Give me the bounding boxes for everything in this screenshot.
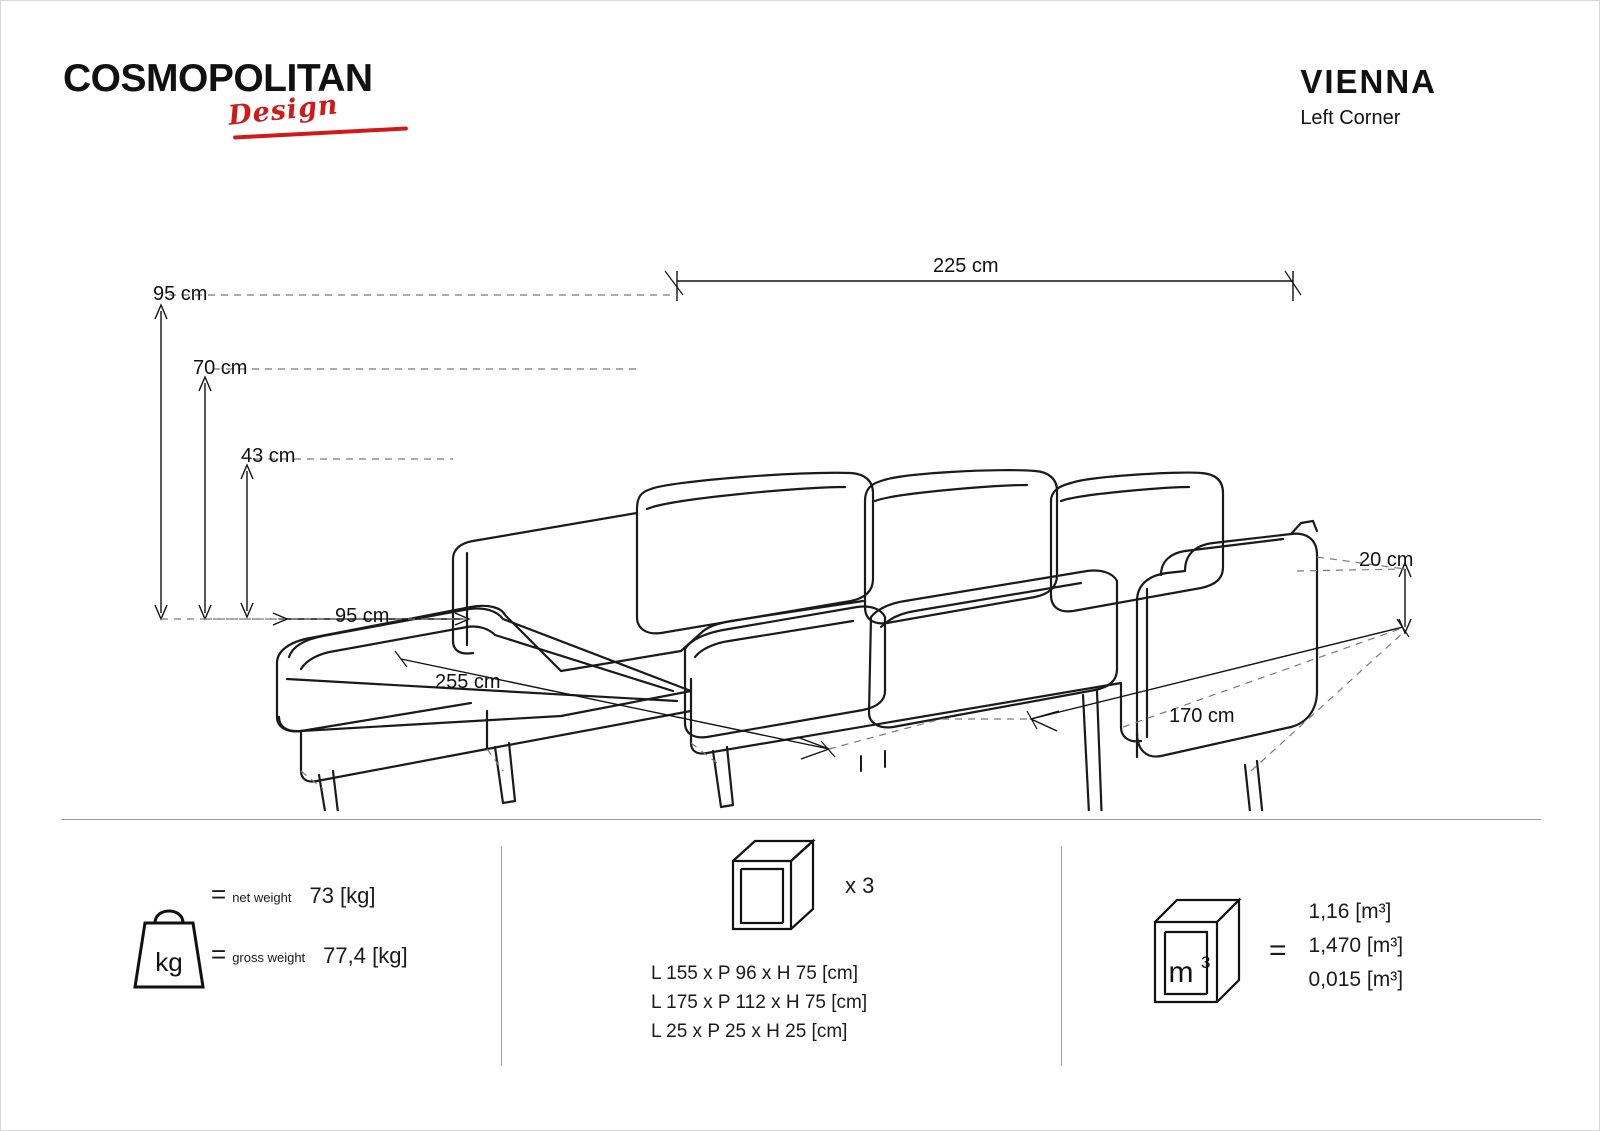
product-variant: Left Corner (1300, 107, 1401, 129)
gross-weight-row (211, 941, 501, 967)
dim-label-height-total: 95 cm (153, 283, 208, 305)
svg-text:kg: kg (155, 947, 183, 977)
gross-weight-value: 77,4 [kg] (323, 943, 408, 968)
dim-label-width-overall: 255 cm (435, 671, 501, 693)
package-dim-3: L 25 x P 25 x H 25 [cm] (651, 1021, 848, 1042)
dim-label-height-seat: 43 cm (241, 445, 296, 467)
packaging-panel (651, 831, 1031, 1043)
brand-script: Design (226, 89, 340, 132)
gross-weight-label: gross weight (232, 950, 306, 966)
volume-cube-icon (1141, 886, 1251, 1016)
dim-label-depth-overall: 170 cm (1169, 705, 1235, 727)
svg-text:m: m (1168, 956, 1194, 989)
sofa-drawing-svg (1, 171, 1600, 811)
volume-value-3: 0,015 [m³] (1308, 968, 1404, 991)
brand-name: COSMOPOLITAN (63, 57, 373, 100)
product-title-block (1300, 63, 1437, 130)
sofa-technical-drawing (1, 171, 1600, 811)
dim-label-width-top: 225 cm (933, 255, 999, 277)
dim-label-height-back: 70 cm (193, 357, 248, 379)
net-weight-value: 73 [kg] (309, 883, 376, 908)
volume-panel (1141, 886, 1403, 1016)
product-name: VIENNA (1300, 63, 1437, 100)
package-box-icon (713, 831, 823, 941)
net-weight-label: net weight (232, 890, 292, 906)
dim-label-depth-chaise: 95 cm (335, 605, 390, 627)
package-dim-1: L 155 x P 96 x H 75 [cm] (651, 963, 858, 984)
dim-label-leg-height: 20 cm (1359, 549, 1414, 571)
gross-weight-equals: = (211, 939, 227, 969)
weights-panel (121, 881, 501, 993)
footer-divider (61, 819, 1541, 820)
package-dim-2: L 175 x P 112 x H 75 [cm] (651, 992, 868, 1013)
footer-divider-right (1061, 846, 1062, 1066)
footer-divider-left (501, 846, 502, 1066)
net-weight-equals: = (211, 879, 227, 909)
svg-text:3: 3 (1201, 953, 1211, 972)
net-weight-row (211, 881, 501, 907)
volume-equals: = (1269, 934, 1287, 967)
package-count: x 3 (845, 873, 875, 898)
volume-value-2: 1,470 [m³] (1308, 934, 1404, 957)
volume-value-1: 1,16 [m³] (1308, 900, 1392, 923)
brand-logo (63, 59, 483, 145)
